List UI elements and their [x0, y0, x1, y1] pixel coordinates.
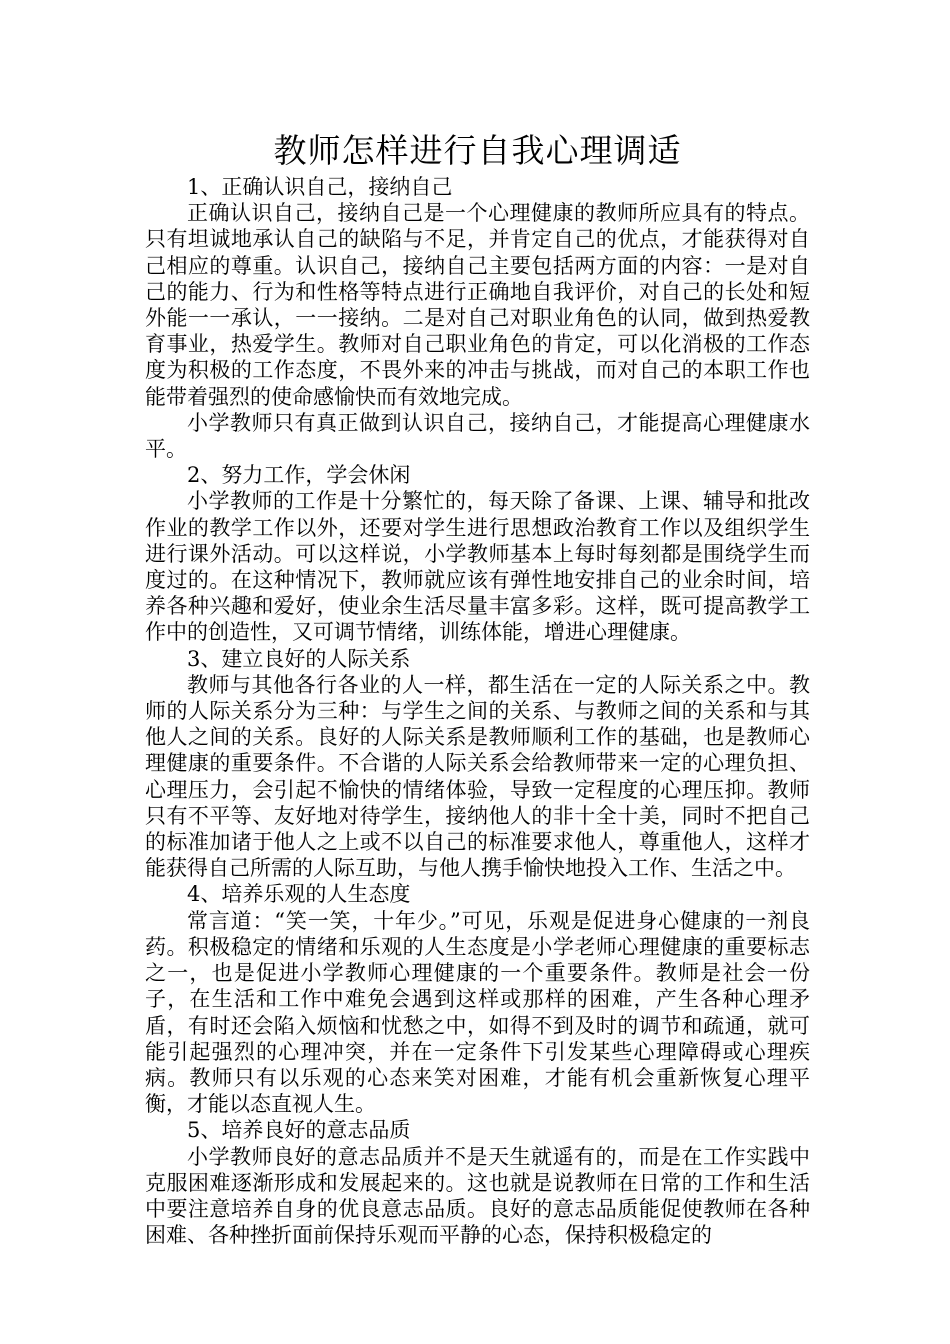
document-title: 教师怎样进行自我心理调适: [273, 131, 682, 170]
paragraph-6: 小学教师良好的意志品质并不是天生就遥有的，而是在工作实践中克服困难逐渐形成和发展起来的。这也就是说教师在日常的工作和生活中要注意培养自身的优良意志品质。良好的意志品质能促使教师在各种困难、各种挫折面前保持乐观而平静的心态，保持积极稳定的: [145, 1144, 810, 1248]
section-heading-1: 1、正确认识自己，接纳自己: [187, 175, 453, 199]
paragraph-5: 常言道：“笑一笑，十年少。”可见，乐观是促进身心健康的一剂良药。积极稳定的情绪和乐观的人生态度是小学老师心理健康的重要标志之一，也是促进小学教师心理健康的一个重要条件。教师是社会一份子，在生活和工作中难免会遇到这样或那样的困难，产生各种心理矛盾，有时还会陷入烦恼和忧愁之中，如得不到及时的调节和疏通，就可能引起强烈的心理冲突，并在一定条件下引发某些心理障碍或心理疾病。教师只有以乐观的心态来笑对困难，才能有机会重新恢复心理平衡，才能以态直视人生。: [145, 908, 810, 1117]
section-heading-2: 2、努力工作，学会休闲: [187, 463, 411, 488]
section-heading-3: 3、建立良好的人际关系: [187, 646, 411, 671]
section-heading-4: 4、培养乐观的人生态度: [187, 882, 411, 907]
paragraph-3: 小学教师的工作是十分繁忙的，每天除了备课、上课、辅导和批改作业的教学工作以外，还要对学生进行思想政治教育工作以及组织学生进行课外活动。可以这样说，小学教师基本上每时每刻都是围绕学生而度过的。在这种情况下，教师就应该有弹性地安排自己的业余时间，培养各种兴趣和爱好，使业余生活尽量丰富多彩。这样，既可提高教学工作中的创造性，又可调节情绪，训练体能，增进心理健康。: [145, 489, 810, 645]
paragraph-1: 正确认识自己，接纳自己是一个心理健康的教师所应具有的特点。只有坦诚地承认自己的缺陷与不足，并肯定自己的优点，才能获得对自己相应的尊重。认识自己，接纳自己主要包括两方面的内容：一是对自己的能力、行为和性格等特点进行正确地自我评价，对自己的长处和短外能一一承认，一一接纳。二是对自己对职业角色的认同，做到热爱教育事业，热爱学生。教师对自己职业角色的肯定，可以化消极的工作态度为积极的工作态度，不畏外来的冲击与挑战，而对自己的本职工作也能带着强烈的使命感愉快而有效地完成。: [145, 201, 810, 409]
paragraph-4: 教师与其他各行各业的人一样，都生活在一定的人际关系之中。教师的人际关系分为三种：与学生之间的关系、与教师之间的关系和与其他人之间的关系。良好的人际关系是教师顺利工作的基础，也是教师心理健康的重要条件。不合谐的人际关系会给教师带来一定的心理负担、心理压力，会引起不愉快的情绪体验，导致一定程度的心理压抑。教师只有不平等、友好地对待学生，接纳他人的非十全十美，同时不把自己的标准加诸于他人之上或不以自己的标准要求他人，尊重他人，这样才能获得自己所需的人际互助，与他人携手愉快地投入工作、生活之中。: [145, 672, 810, 881]
paragraph-2: 小学教师只有真正做到认识自己，接纳自己，才能提高心理健康水平。: [145, 410, 810, 462]
section-heading-5: 5、培养良好的意志品质: [187, 1118, 411, 1143]
